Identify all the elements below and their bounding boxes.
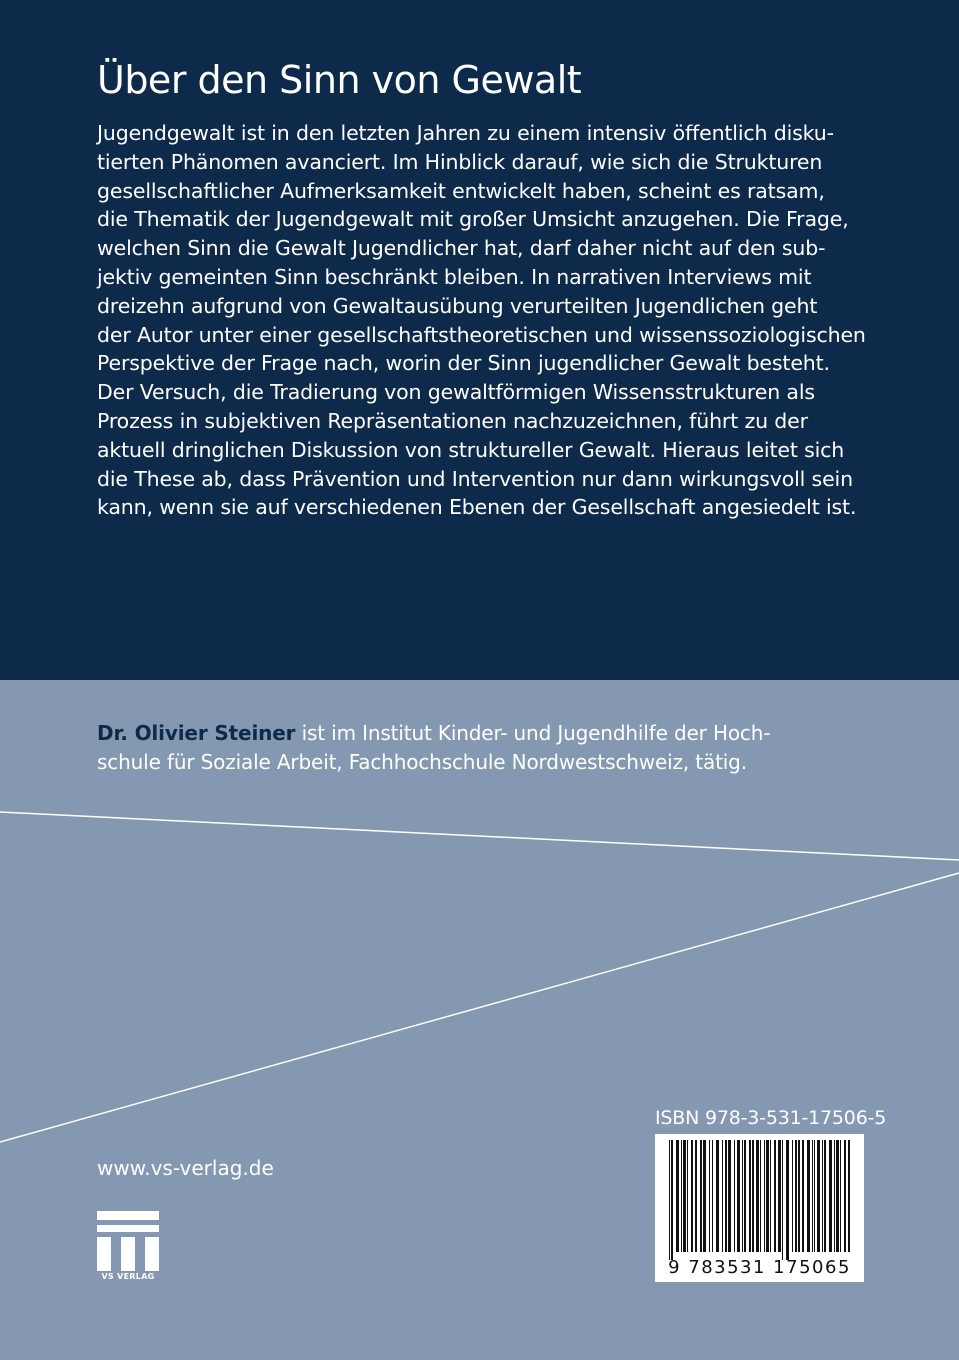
description-line: Der Versuch, die Tradierung von gewaltförmigen Wissensstrukturen als — [97, 380, 815, 405]
barcode-bar — [836, 1140, 839, 1252]
barcode-bar — [703, 1140, 706, 1252]
barcode-bar — [844, 1140, 846, 1252]
barcode-bar — [829, 1140, 832, 1252]
barcode-bar — [812, 1140, 813, 1252]
barcode-bar — [756, 1140, 759, 1252]
barcode-bar — [712, 1140, 713, 1252]
decorative-line-upper — [0, 812, 959, 860]
barcode-bar — [814, 1140, 815, 1252]
barcode-bar — [687, 1140, 688, 1252]
barcode-bar — [774, 1140, 776, 1252]
isbn-label: ISBN 978-3-531-17506-5 — [655, 1107, 887, 1129]
description-line: kann, wenn sie auf verschiedenen Ebenen der Gesellschaft angesiedelt ist. — [97, 495, 857, 520]
barcode-bar — [716, 1140, 719, 1252]
barcode-bar — [676, 1140, 679, 1252]
barcode-bar — [760, 1140, 761, 1252]
barcode-bar — [683, 1140, 686, 1252]
barcode-bar — [681, 1140, 682, 1252]
barcode-bar — [669, 1140, 670, 1260]
barcode-bar — [728, 1140, 731, 1252]
barcode-bar — [822, 1140, 823, 1252]
barcode-bar — [770, 1140, 771, 1252]
barcode-bar — [737, 1140, 740, 1252]
description-line: die Thematik der Jugendgewalt mit großer Umsicht anzugehen. Die Frage, — [97, 207, 849, 232]
logo-mark — [97, 1211, 159, 1271]
publisher-website[interactable]: www.vs-verlag.de — [97, 1156, 274, 1180]
barcode-bar — [817, 1140, 820, 1252]
barcode-bar — [709, 1140, 710, 1252]
description-line: Perspektive der Frage nach, worin der Sinn jugendlicher Gewalt besteht. — [97, 351, 830, 376]
author-name: Dr. Olivier Steiner — [97, 721, 296, 745]
barcode-bar — [795, 1140, 797, 1252]
barcode-bar — [840, 1140, 841, 1252]
description-line: welchen Sinn die Gewalt Jugendlicher hat, darf daher nicht auf den sub- — [97, 236, 826, 261]
barcode-bar — [742, 1140, 743, 1252]
barcode-bar — [778, 1140, 781, 1252]
barcode — [655, 1134, 864, 1282]
barcode-bar — [834, 1140, 835, 1252]
barcode-bar — [792, 1140, 793, 1252]
barcode-bar — [798, 1140, 800, 1252]
barcode-bar — [807, 1140, 810, 1252]
bio-line-1-rest: ist im Institut Kinder- und Jugendhilfe der Hoch- — [295, 721, 771, 745]
barcode-bar — [802, 1140, 804, 1252]
barcode-bar — [671, 1140, 673, 1260]
barcode-bar — [725, 1140, 727, 1252]
description-line: Prozess in subjektiven Repräsentationen nachzuzeichnen, führt zu der — [97, 408, 808, 433]
barcode-bar — [691, 1140, 693, 1252]
description-line: jektiv gemeinten Sinn beschränkt bleiben. In narrativen Interviews mit — [97, 264, 812, 289]
description-line: Jugendgewalt ist in den letzten Jahren zu einem intensiv öffentlich disku- — [97, 121, 834, 145]
barcode-bar — [695, 1140, 697, 1252]
description-line: dreizehn aufgrund von Gewaltausübung verurteilten Jugendlichen geht — [97, 293, 818, 318]
barcode-digits: 9 783531 175065 — [668, 1257, 851, 1278]
description-line: gesellschaftlicher Aufmerksamkeit entwickelt haben, scheint es ratsam, — [97, 178, 825, 203]
barcode-bar — [786, 1140, 789, 1260]
barcode-bar — [848, 1140, 850, 1252]
barcode-bar — [752, 1140, 754, 1252]
description-line: aktuell dringlichen Diskussion von struktureller Gewalt. Hieraus leitet sich — [97, 437, 845, 462]
author-bio — [97, 719, 897, 777]
barcode-bar — [700, 1140, 702, 1252]
vs-verlag-logo-icon — [97, 1211, 159, 1283]
description-line: der Autor unter einer gesellschaftstheoretischen und wissenssoziologischen — [97, 322, 866, 347]
barcode-bar — [749, 1140, 751, 1252]
barcode-bar — [766, 1140, 769, 1252]
barcode-bar — [722, 1140, 723, 1252]
decorative-line-lower — [0, 873, 959, 1142]
barcode-bar — [782, 1140, 783, 1260]
barcode-bar — [824, 1140, 826, 1252]
logo-text: VS VERLAG — [101, 1272, 155, 1281]
barcode-bar — [734, 1140, 735, 1252]
bio-line-2: schule für Soziale Arbeit, Fachhochschule Nordwestschweiz, tätig. — [97, 750, 747, 774]
description-line: tierten Phänomen avanciert. Im Hinblick darauf, wie sich die Strukturen — [97, 149, 823, 174]
description-line: die These ab, dass Prävention und Intervention nur dann wirkungsvoll sein — [97, 466, 853, 491]
bio-line-1 — [97, 719, 897, 748]
barcode-bar — [764, 1140, 765, 1252]
barcode-bar — [744, 1140, 746, 1252]
book-title: Über den Sinn von Gewalt — [97, 58, 582, 102]
